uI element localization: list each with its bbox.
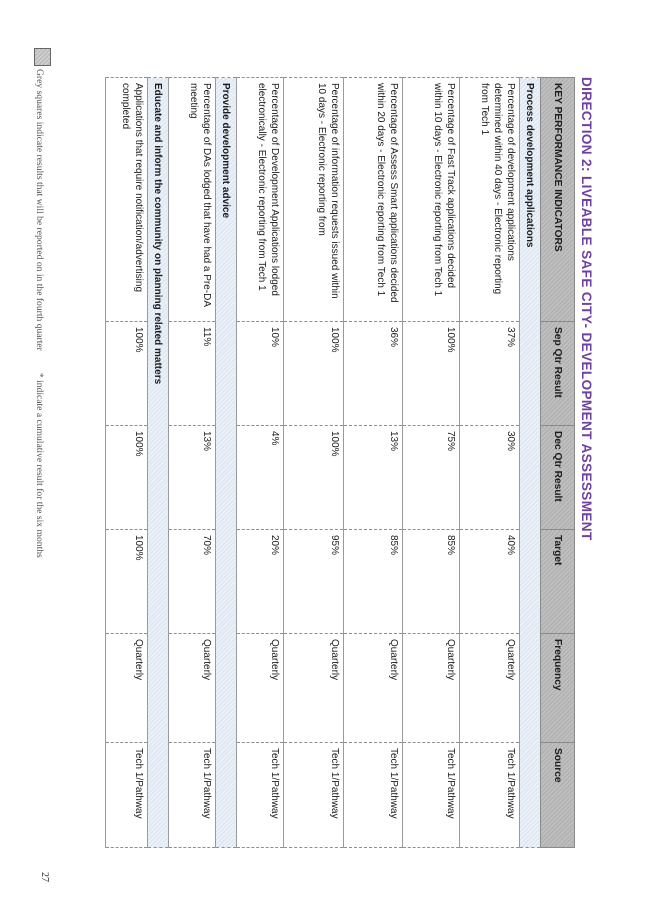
grey-square-note: Grey squares indicate results that will be reported on in the fourth quarter: [34, 69, 45, 351]
frequency-cell: Quarterly: [237, 634, 284, 743]
footer-note: [34, 48, 51, 848]
section-educate-title: Educate and inform the community on planning related matters: [148, 78, 169, 848]
dec-result-cell: 100%: [284, 426, 344, 530]
kpi-table: [105, 77, 575, 848]
kpi-cell: Percentage of information requests issued within 10 days - Electronic reporting from: [284, 78, 344, 322]
header-source: Source: [541, 743, 575, 848]
header-kpi: KEY PERFORMANCE INDICATORS: [541, 78, 575, 322]
sep-result-cell: 100%: [284, 322, 344, 426]
sep-result-cell: 10%: [237, 322, 284, 426]
cumulative-note: * indicate a cumulative result for the six months: [34, 372, 45, 558]
page-title: DIRECTION 2: LIVEABLE SAFE CITY- DEVELOPMENT ASSESSMENT: [579, 77, 594, 541]
dec-result-cell: 13%: [169, 426, 216, 530]
source-cell: Tech 1/Pathway: [284, 743, 344, 848]
source-cell: Tech 1/Pathway: [169, 743, 216, 848]
frequency-cell: Quarterly: [344, 634, 403, 743]
sep-result-cell: 37%: [460, 322, 520, 426]
sep-result-cell: 11%: [169, 322, 216, 426]
page-number: 27: [39, 872, 50, 882]
section-process-title: Process development applications: [520, 78, 541, 848]
source-cell: Tech 1/Pathway: [344, 743, 403, 848]
frequency-cell: Quarterly: [169, 634, 216, 743]
target-cell: 70%: [169, 530, 216, 634]
section-row: [148, 78, 169, 848]
target-cell: 85%: [344, 530, 403, 634]
source-cell: Tech 1/Pathway: [460, 743, 520, 848]
sep-result-cell: 100%: [106, 322, 148, 426]
frequency-cell: Quarterly: [106, 634, 148, 743]
source-cell: Tech 1/Pathway: [403, 743, 460, 848]
table-row: [106, 78, 148, 848]
table-row: [169, 78, 216, 848]
kpi-cell: Applications that require notification/advertising completed: [106, 78, 148, 322]
target-cell: 20%: [237, 530, 284, 634]
target-cell: 40%: [460, 530, 520, 634]
sep-result-cell: 100%: [403, 322, 460, 426]
section-row: [216, 78, 237, 848]
table-row: [460, 78, 520, 848]
table-header-row: [541, 78, 575, 848]
table-row: [237, 78, 284, 848]
header-frequency: Frequency: [541, 634, 575, 743]
kpi-cell: Percentage of Fast Track applications decided within 10 days - Electronic reporting from Tech 1: [403, 78, 460, 322]
dec-result-cell: 13%: [344, 426, 403, 530]
source-cell: Tech 1/Pathway: [106, 743, 148, 848]
section-row: [520, 78, 541, 848]
kpi-cell: Percentage of development applications determined within 40 days - Electronic reporting from Tech 1: [460, 78, 520, 322]
kpi-cell: Percentage of DAs lodged that have had a Pre-DA meeting: [169, 78, 216, 322]
source-cell: Tech 1/Pathway: [237, 743, 284, 848]
dec-result-cell: 75%: [403, 426, 460, 530]
frequency-cell: Quarterly: [403, 634, 460, 743]
table-row: [344, 78, 403, 848]
dec-result-cell: 100%: [106, 426, 148, 530]
grey-square-legend: [34, 48, 51, 66]
kpi-cell: Percentage of Development Applications lodged electronically - Electronic reporting from Tech 1: [237, 78, 284, 322]
target-cell: 100%: [106, 530, 148, 634]
frequency-cell: Quarterly: [460, 634, 520, 743]
header-sep-qtr: Sep Qtr Result: [541, 322, 575, 426]
frequency-cell: Quarterly: [284, 634, 344, 743]
table-row: [403, 78, 460, 848]
target-cell: 95%: [284, 530, 344, 634]
section-advice-title: Provide development advice: [216, 78, 237, 848]
dec-result-cell: 30%: [460, 426, 520, 530]
kpi-cell: Percentage of Assess Smart applications decided within 20 days - Electronic reporting from Tech 1: [344, 78, 403, 322]
header-target: Target: [541, 530, 575, 634]
header-dec-qtr: Dec Qtr Result: [541, 426, 575, 530]
dec-result-cell: 4%: [237, 426, 284, 530]
table-row: [284, 78, 344, 848]
sep-result-cell: 36%: [344, 322, 403, 426]
target-cell: 85%: [403, 530, 460, 634]
